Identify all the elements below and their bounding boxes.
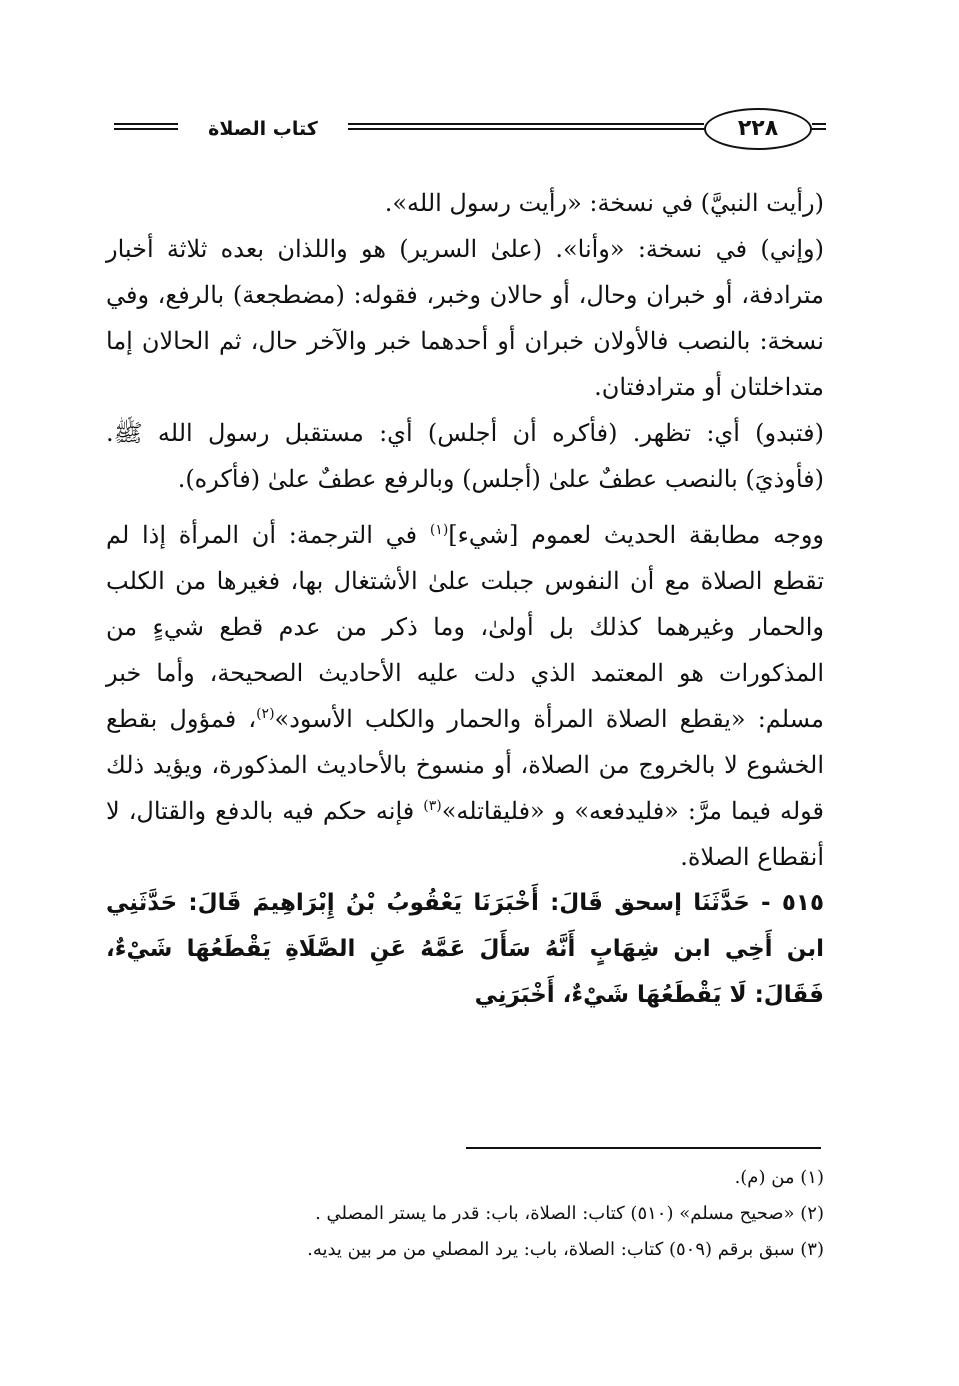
- header-rule-left: [114, 123, 178, 130]
- paragraph: (فتبدو) أي: تظهر. (فأكره أن أجلس) أي: مستقبل رسول الله ﷺ. (فأوذيَ) بالنصب عطفٌ علىٰ (أجلس) وبالرفع عطفٌ علىٰ (فأكره).: [106, 419, 824, 493]
- paragraph: [106, 512, 824, 880]
- footnotes: [106, 1160, 824, 1268]
- running-title: كتاب الصلاة: [178, 112, 348, 146]
- header-rule-right: [812, 123, 826, 130]
- footnote-separator: [466, 1147, 821, 1149]
- page-header: [108, 106, 826, 154]
- footnote-ref: (١): [429, 522, 449, 538]
- footnote-ref: (٢): [256, 706, 275, 722]
- text-run: ، فمؤول بقطع الخشوع لا بالخروج من الصلاة، أو منسوخ بالأحاديث المذكورة، ويؤيد ذلك قوله فيما مرَّ: «فليدفعه» و «فليقاتله»: [106, 705, 824, 825]
- header-rule-middle: [348, 123, 704, 130]
- footnote: (٣) سبق برقم (٥٠٩) كتاب: الصلاة، باب: يرد المصلي من مر بين يديه.: [307, 1239, 824, 1260]
- paragraph: (رأيت النبيَّ) في نسخة: «رأيت رسول الله».: [384, 189, 824, 217]
- text-run: فإنه حكم فيه بالدفع والقتال، لا أنقطاع الصلاة.: [106, 797, 824, 871]
- main-text: [106, 180, 824, 1018]
- text-run: ووجه مطابقة الحديث لعموم [شيء]: [448, 521, 825, 549]
- paragraph: (وإني) في نسخة: «وأنا». (علىٰ السرير) هو واللذان بعده ثلاثة أخبار مترادفة، أو خبران وحال، أو حالان وخبر، فقوله: (مضطجعة) بالرفع، وفي نسخة: بالنصب فالأولان خبران أو أحدهما خبر والآخر حال، ثم الحالان إما متداخلتان أو مترادفتان.: [106, 235, 824, 401]
- hadith-text: ٥١٥ - حَدَّثَنَا إسحق قَالَ: أَخْبَرَنَا يَعْقُوبُ بْنُ إِبْرَاهِيمَ قَالَ: حَدَّثَنِي ابن أَخِي ابن شِهَابٍ أَنَّهُ سَأَلَ عَمَّهُ عَنِ الصَّلَاةِ يَقْطَعُهَا شَيْءٌ، فَقَالَ: لَا يَقْطَعُهَا شَيْءٌ، أَخْبَرَنِي: [106, 890, 824, 1008]
- text-run: في الترجمة: أن المرأة إذا لم تقطع الصلاة مع أن النفوس جبلت علىٰ الأشتغال بها، فغيرها من الكلب والحمار وغيرهما كذلك بل أولىٰ، وما ذكر من عدم قطع شيءٍ من المذكورات هو المعتمد الذي دلت عليه الأحاديث الصحيحة، وأما خبر مسلم: «يقطع الصلاة المرأة والحمار والكلب الأسود»: [106, 521, 824, 733]
- footnote-ref: (٣): [423, 798, 442, 814]
- page-number: ٢٢٨: [704, 108, 812, 150]
- footnote: (٢) «صحيح مسلم» (٥١٠) كتاب: الصلاة، باب: قدر ما يستر المصلي .: [315, 1203, 824, 1224]
- footnote: (١) من (م).: [734, 1167, 824, 1188]
